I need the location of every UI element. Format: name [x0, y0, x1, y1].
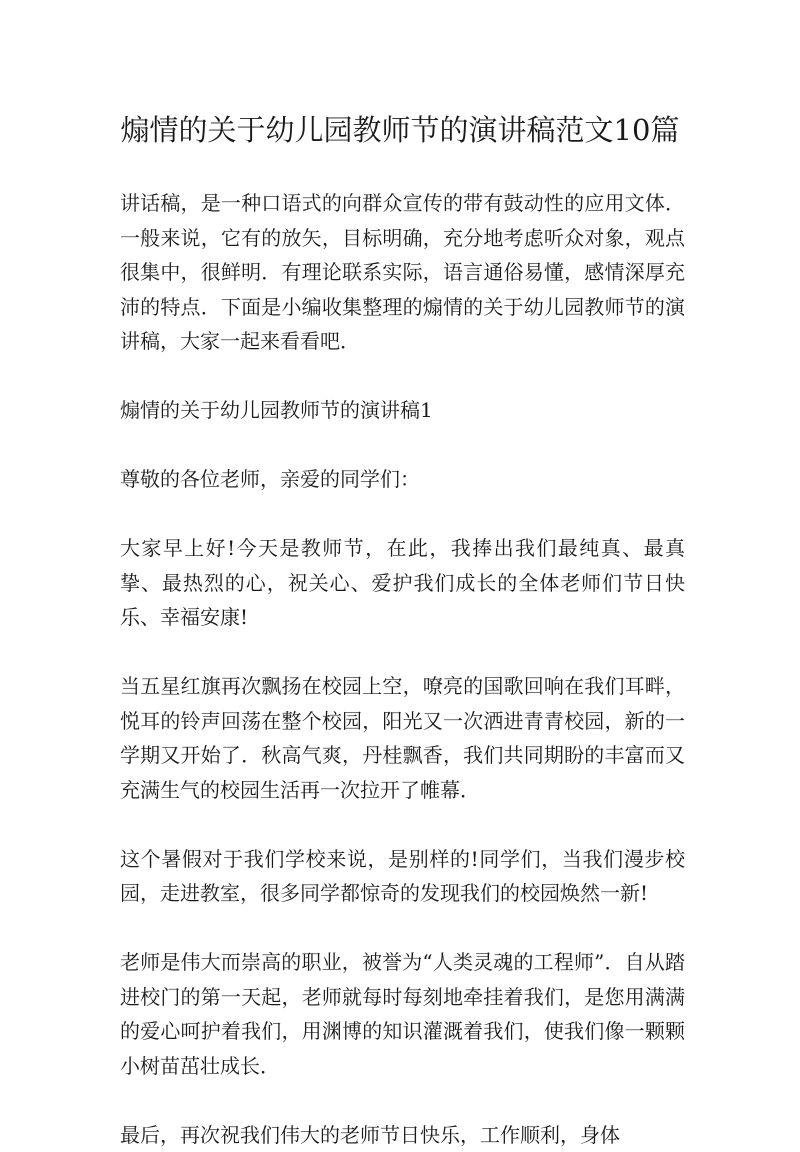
- salutation-paragraph: 尊敬的各位老师，亲爱的同学们：: [120, 462, 685, 497]
- body-paragraph: 老师是伟大而崇高的职业，被誉为“人类灵魂的工程师”．自从踏进校门的第一天起，老师就每时每刻地牵挂着我们，是您用满满的爱心呵护着我们，用渊博的知识灌溉着我们，使我们像一颗颗小树苗茁壮成长．: [120, 945, 685, 1083]
- document-title: 煽情的关于幼儿园教师节的演讲稿范文10篇: [110, 110, 690, 150]
- body-paragraph: 当五星红旗再次飘扬在校园上空，嘹亮的国歌回响在我们耳畔，悦耳的铃声回荡在整个校园，阳光又一次洒进青青校园，新的一学期又开始了．秋高气爽，丹桂飘香，我们共同期盼的丰富而又充满生气的校园生活再一次拉开了帷幕．: [120, 669, 685, 807]
- section-heading: 煽情的关于幼儿园教师节的演讲稿1: [120, 393, 685, 428]
- body-paragraph: 这个暑假对于我们学校来说，是别样的!同学们，当我们漫步校园，走进教室，很多同学都惊奇的发现我们的校园焕然一新!: [120, 842, 685, 911]
- document-body: [120, 186, 685, 1152]
- intro-paragraph: 讲话稿，是一种口语式的向群众宣传的带有鼓动性的应用文体．一般来说，它有的放矢，目标明确，充分地考虑听众对象，观点很集中，很鲜明．有理论联系实际，语言通俗易懂，感情深厚充沛的特点．下面是小编收集整理的煽情的关于幼儿园教师节的演讲稿，大家一起来看看吧．: [120, 186, 685, 359]
- closing-paragraph: 最后，再次祝我们伟大的老师节日快乐，工作顺利，身体: [120, 1118, 685, 1152]
- greeting-paragraph: 大家早上好!今天是教师节，在此，我捧出我们最纯真、最真挚、最热烈的心，祝关心、爱护我们成长的全体老师们节日快乐、幸福安康!: [120, 531, 685, 635]
